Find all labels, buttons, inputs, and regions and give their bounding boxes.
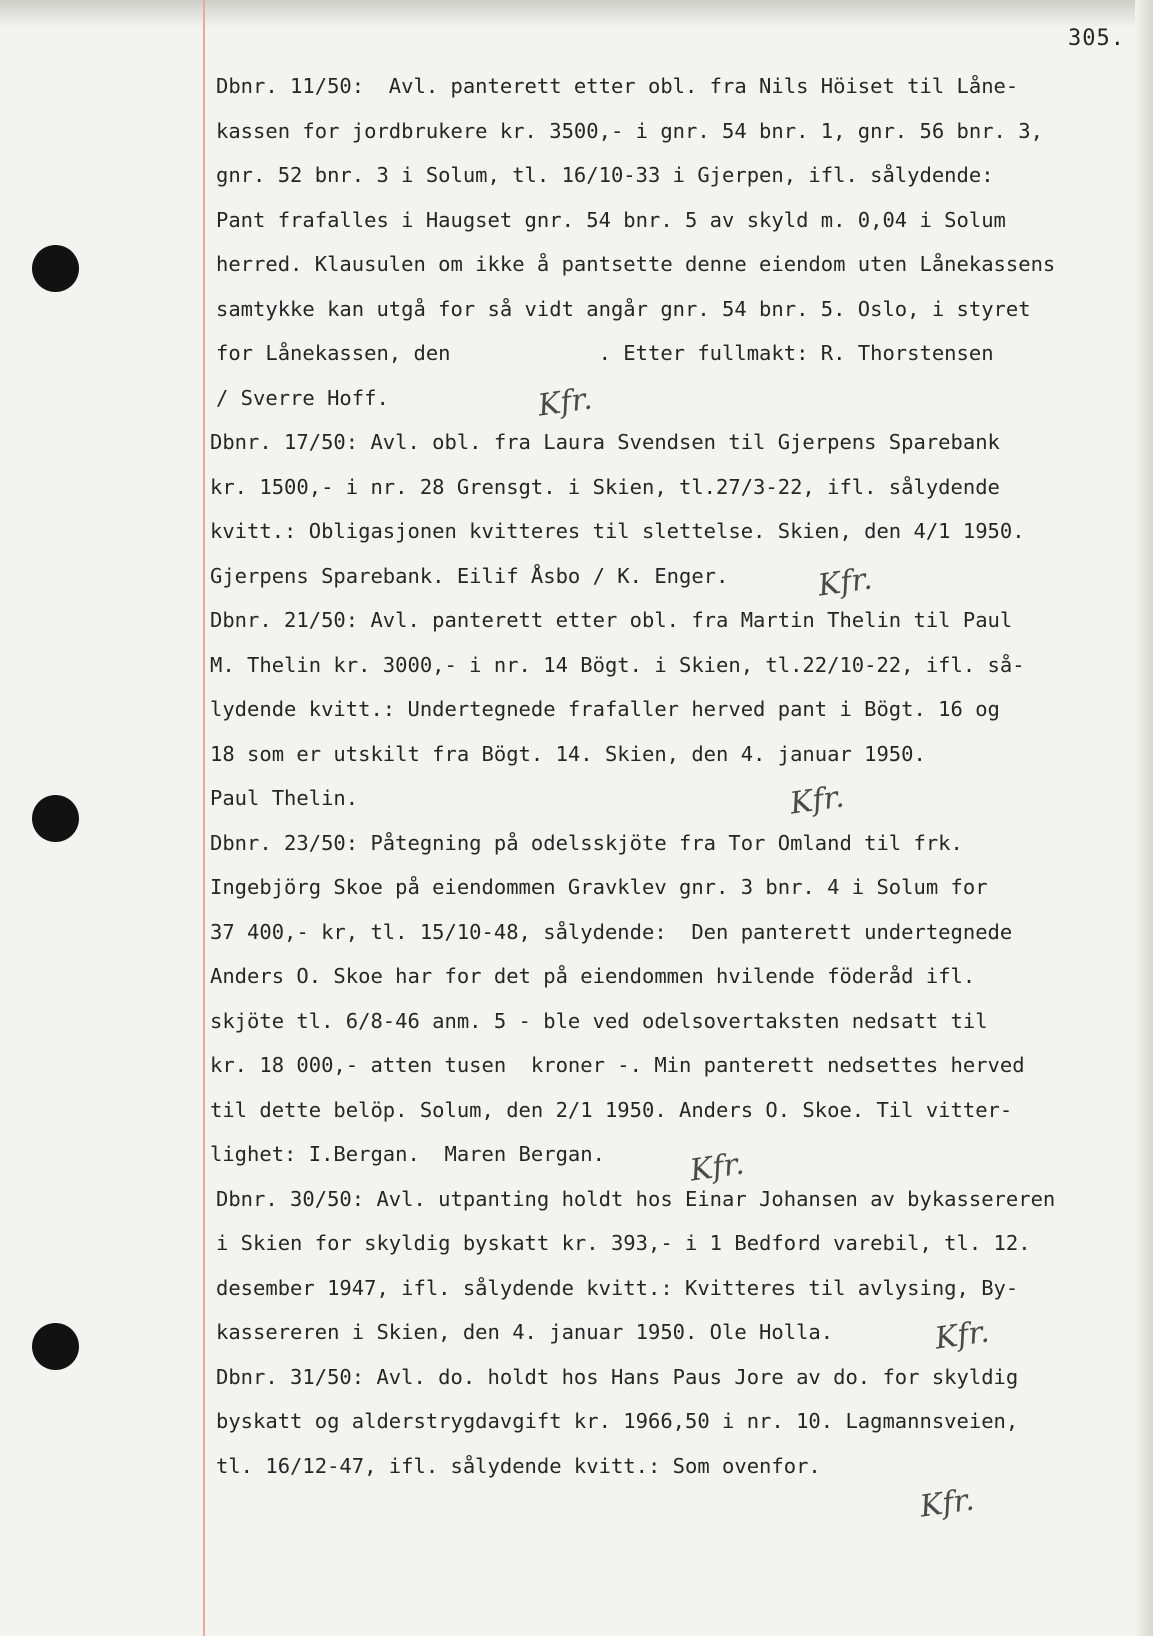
text-line: tl. 16/12-47, ifl. sålydende kvitt.: Som ovenfor.	[216, 1454, 821, 1478]
handwritten-initials: Kfr.	[535, 381, 595, 424]
handwritten-initials: Kfr.	[687, 1146, 747, 1189]
punch-hole-top	[32, 245, 79, 292]
text-line: Dbnr. 21/50: Avl. panterett etter obl. fra Martin Thelin til Paul	[210, 608, 1013, 632]
text-line: byskatt og alderstrygdavgift kr. 1966,50 i nr. 10. Lagmannsveien,	[216, 1409, 1019, 1433]
page-right-edge	[1135, 0, 1153, 1636]
handwritten-initials: Kfr.	[932, 1314, 992, 1357]
punch-hole-bottom	[32, 1323, 79, 1370]
text-line: Paul Thelin.	[210, 786, 359, 810]
text-line: Dbnr. 23/50: Påtegning på odelsskjöte fra Tor Omland til frk.	[210, 831, 963, 855]
text-line: til dette belöp. Solum, den 2/1 1950. Anders O. Skoe. Til vitter-	[210, 1098, 1013, 1122]
text-line: samtykke kan utgå for så vidt angår gnr. 54 bnr. 5. Oslo, i styret	[216, 297, 1031, 321]
text-line: Dbnr. 11/50: Avl. panterett etter obl. fra Nils Höiset til Låne-	[216, 74, 1019, 98]
text-line: 18 som er utskilt fra Bögt. 14. Skien, den 4. januar 1950.	[210, 742, 926, 766]
text-line: kvitt.: Obligasjonen kvitteres til slettelse. Skien, den 4/1 1950.	[210, 519, 1025, 543]
text-line: skjöte tl. 6/8-46 anm. 5 - ble ved odelsovertaksten nedsatt til	[210, 1009, 988, 1033]
text-line: 37 400,- kr, tl. 15/10-48, sålydende: Den panterett undertegnede	[210, 920, 1013, 944]
page-top-shadow	[0, 0, 1153, 28]
handwritten-initials: Kfr.	[917, 1482, 977, 1525]
text-line: for Lånekassen, den . Etter fullmakt: R. Thorstensen	[216, 341, 994, 365]
text-line: Pant frafalles i Haugset gnr. 54 bnr. 5 av skyld m. 0,04 i Solum	[216, 208, 1006, 232]
text-line: kr. 1500,- i nr. 28 Grensgt. i Skien, tl.27/3-22, ifl. sålydende	[210, 475, 1000, 499]
text-line: Anders O. Skoe har for det på eiendommen hvilende föderåd ifl.	[210, 964, 976, 988]
text-line: Dbnr. 30/50: Avl. utpanting holdt hos Einar Johansen av bykassereren	[216, 1187, 1056, 1211]
text-line: M. Thelin kr. 3000,- i nr. 14 Bögt. i Skien, tl.22/10-22, ifl. så-	[210, 653, 1025, 677]
text-line: herred. Klausulen om ikke å pantsette denne eiendom uten Lånekassens	[216, 252, 1056, 276]
handwritten-initials: Kfr.	[787, 779, 847, 822]
text-line: kassereren i Skien, den 4. januar 1950. Ole Holla.	[216, 1320, 834, 1344]
text-line: Dbnr. 31/50: Avl. do. holdt hos Hans Paus Jore av do. for skyldig	[216, 1365, 1019, 1389]
text-line: Dbnr. 17/50: Avl. obl. fra Laura Svendsen til Gjerpens Sparebank	[210, 430, 1000, 454]
text-line: desember 1947, ifl. sålydende kvitt.: Kvitteres til avlysing, By-	[216, 1276, 1019, 1300]
handwritten-initials: Kfr.	[815, 561, 875, 604]
text-line: lydende kvitt.: Undertegnede frafaller herved pant i Bögt. 16 og	[210, 697, 1000, 721]
text-line: / Sverre Hoff.	[216, 386, 389, 410]
text-line: lighet: I.Bergan. Maren Bergan.	[210, 1142, 605, 1166]
text-line: Gjerpens Sparebank. Eilif Åsbo / K. Enger.	[210, 564, 729, 588]
text-line: gnr. 52 bnr. 3 i Solum, tl. 16/10-33 i Gjerpen, ifl. sålydende:	[216, 163, 994, 187]
punch-hole-middle	[32, 795, 79, 842]
text-line: Ingebjörg Skoe på eiendommen Gravklev gnr. 3 bnr. 4 i Solum for	[210, 875, 988, 899]
page-number: 305.	[1068, 26, 1125, 51]
text-line: kassen for jordbrukere kr. 3500,- i gnr. 54 bnr. 1, gnr. 56 bnr. 3,	[216, 119, 1043, 143]
text-line: kr. 18 000,- atten tusen kroner -. Min panterett nedsettes herved	[210, 1053, 1025, 1077]
text-line: i Skien for skyldig byskatt kr. 393,- i 1 Bedford varebil, tl. 12.	[216, 1231, 1031, 1255]
margin-rule	[203, 0, 205, 1636]
